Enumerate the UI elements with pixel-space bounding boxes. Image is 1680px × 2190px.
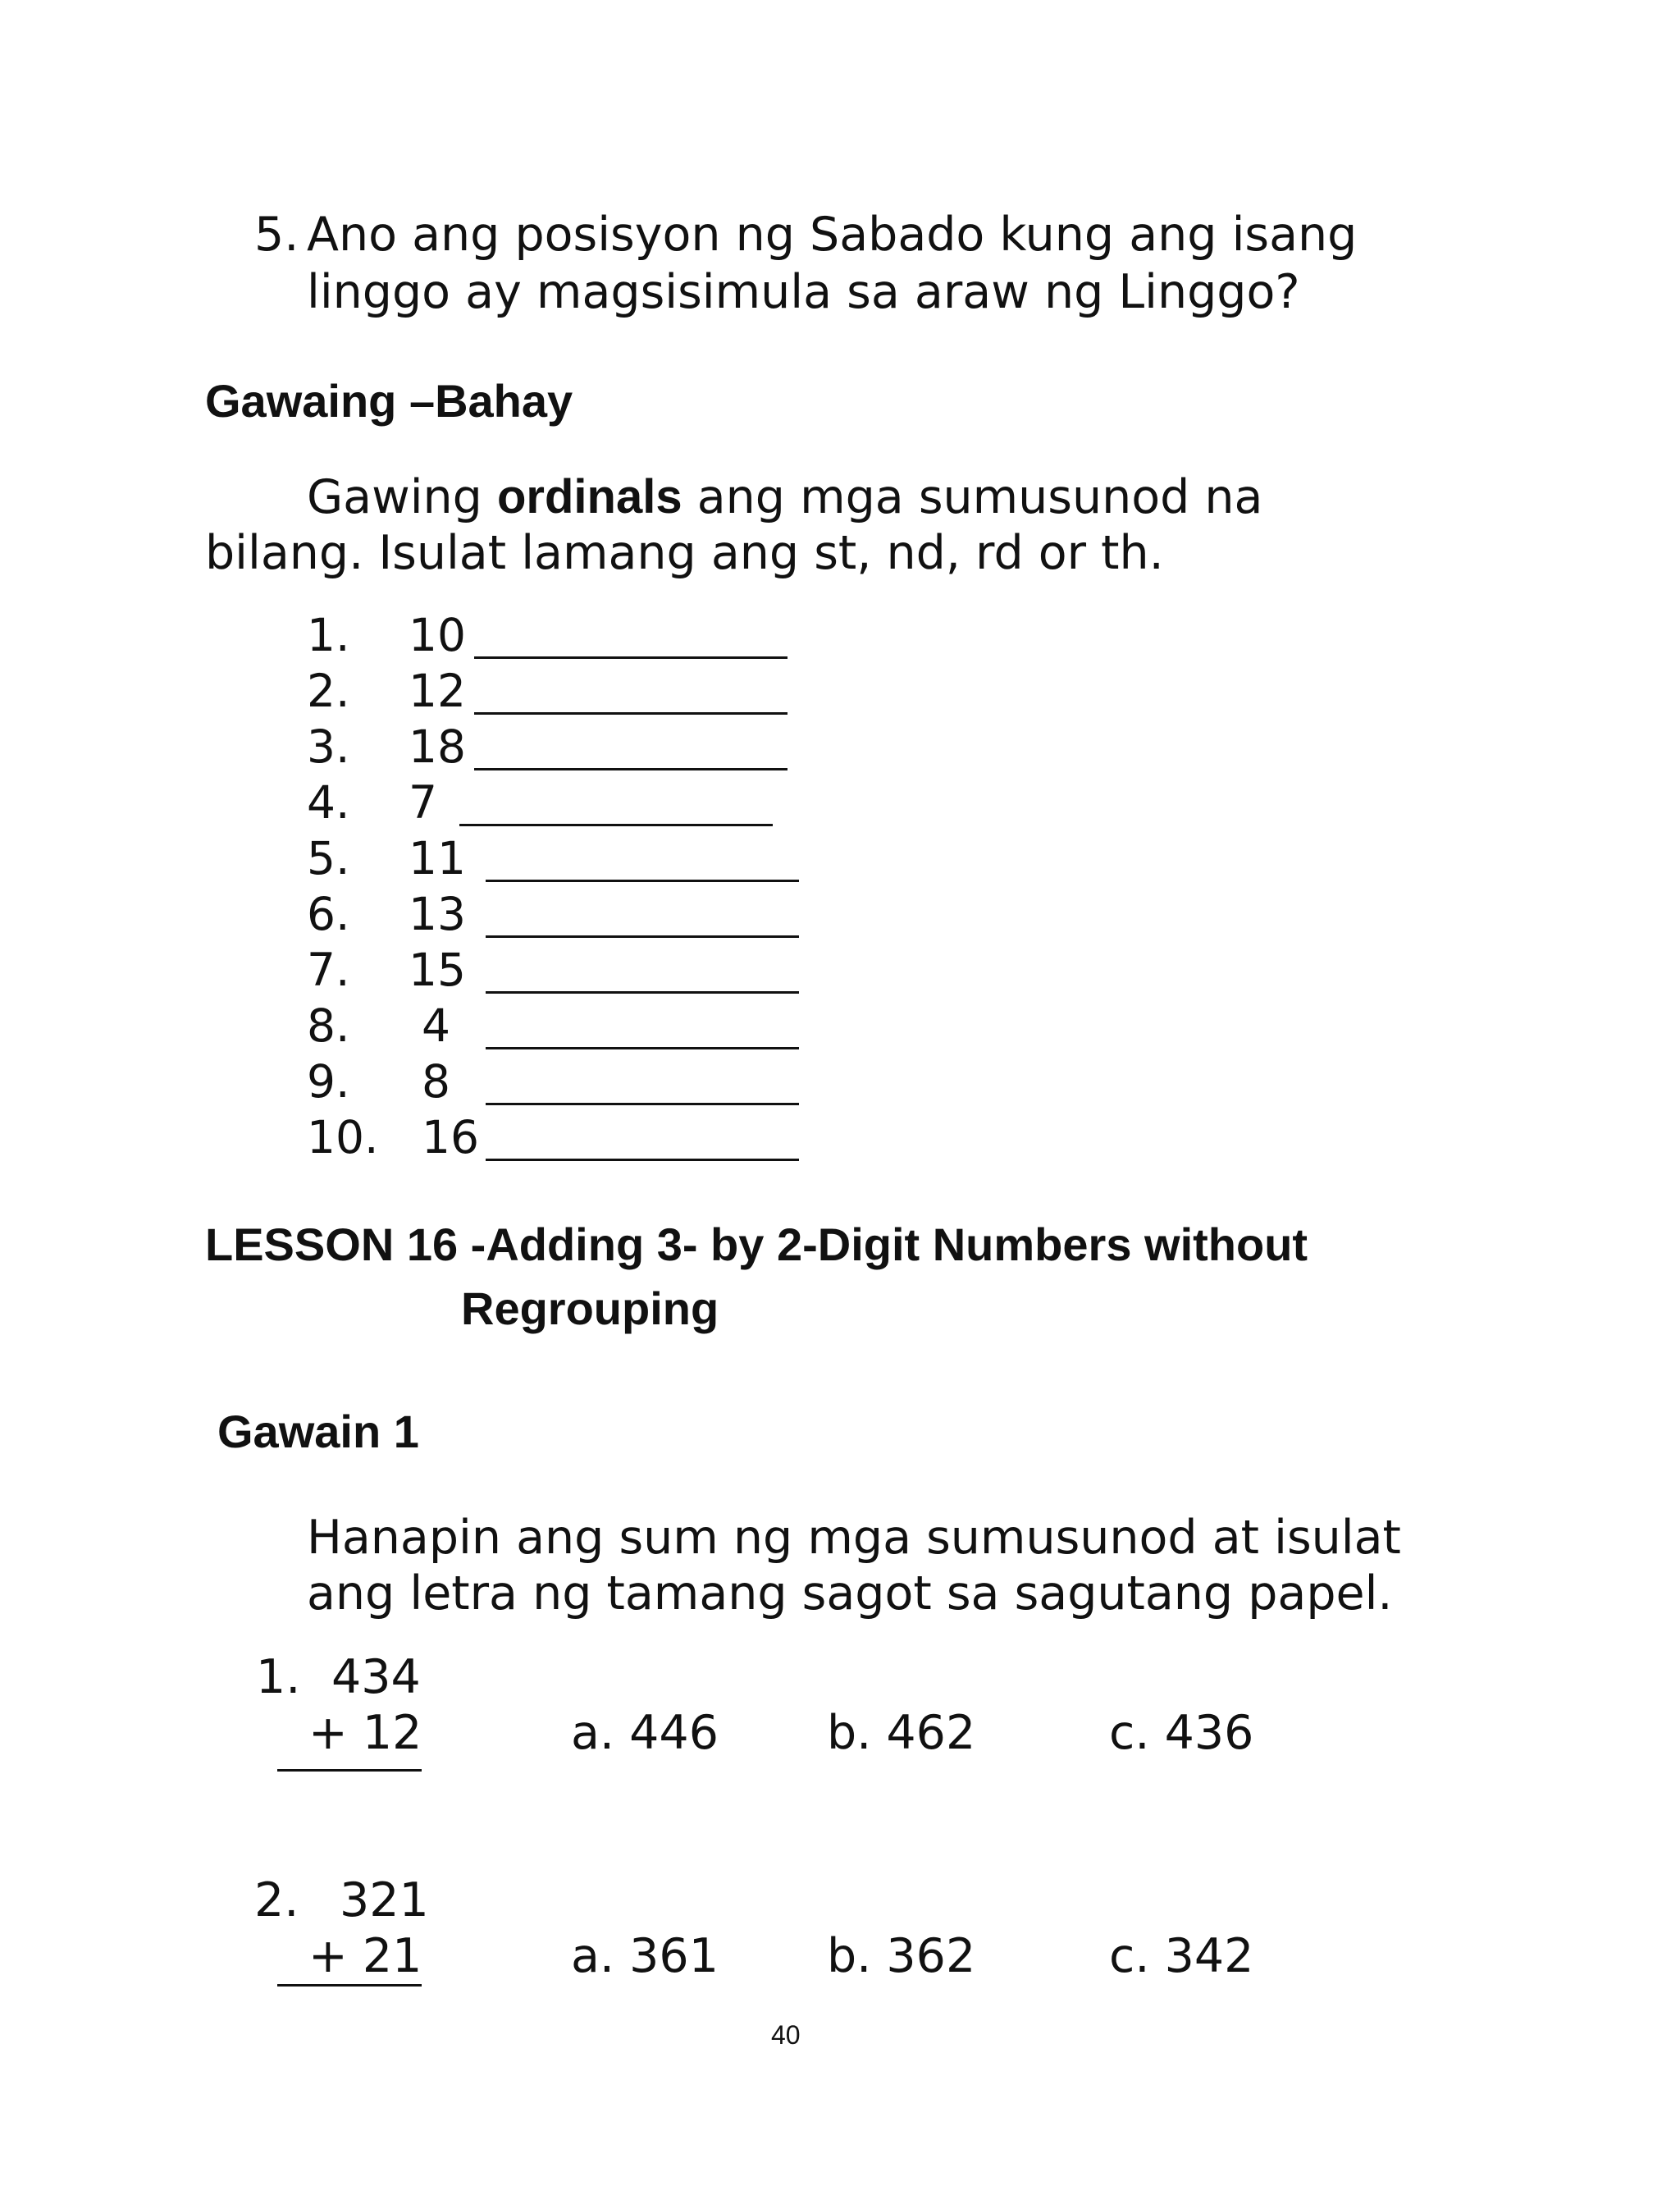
sum-line <box>277 1984 422 1987</box>
activity-instruction-line-1: Hanapin ang sum ng mga sumusunod at isulat <box>307 1511 1401 1565</box>
lesson-title-line-1: LESSON 16 -Adding 3- by 2-Digit Numbers without <box>205 1218 1308 1270</box>
question-5-number: 5. <box>254 208 299 262</box>
instr-text: ang mga sumusunod na <box>682 470 1263 524</box>
choice-c[interactable]: c. 436 <box>1109 1706 1254 1760</box>
sum-line <box>277 1769 422 1772</box>
choice-a[interactable]: a. 361 <box>571 1929 719 1983</box>
list-item-value: 11 <box>409 832 466 885</box>
activity-title: Gawain 1 <box>217 1406 419 1457</box>
instr-text: Gawing <box>307 470 497 524</box>
list-item-number: 2. <box>307 665 350 717</box>
list-item-number: 9. <box>307 1055 350 1108</box>
answer-blank[interactable] <box>486 935 799 938</box>
list-item-number: 6. <box>307 888 350 940</box>
answer-blank[interactable] <box>459 824 773 826</box>
answer-blank[interactable] <box>486 1103 799 1105</box>
list-item-value: 18 <box>409 720 466 773</box>
problem-addend-bottom: + 12 <box>308 1706 422 1760</box>
list-item-value: 7 <box>409 776 437 829</box>
list-item-number: 5. <box>307 832 350 885</box>
homework-instruction-line-1 <box>307 469 1262 525</box>
list-item-number: 1. <box>307 609 350 661</box>
question-5-line-2: linggo ay magsisimula sa araw ng Linggo? <box>307 265 1300 319</box>
list-item-number: 7. <box>307 944 350 996</box>
answer-blank[interactable] <box>486 991 799 994</box>
list-item-value: 10 <box>409 609 466 661</box>
list-item-number: 3. <box>307 720 350 773</box>
answer-blank[interactable] <box>474 656 788 659</box>
list-item-value: 13 <box>409 888 466 940</box>
instr-bold-word: ordinals <box>496 470 682 523</box>
homework-title: Gawaing –Bahay <box>205 375 573 427</box>
homework-instruction-line-2: bilang. Isulat lamang ang st, nd, rd or th. <box>205 526 1164 580</box>
answer-blank[interactable] <box>474 768 788 770</box>
list-item-number: 8. <box>307 999 350 1052</box>
choice-b[interactable]: b. 362 <box>827 1929 976 1983</box>
problem-addend-bottom: + 21 <box>308 1929 422 1983</box>
problem-number: 1. <box>256 1650 301 1704</box>
list-item-value: 4 <box>422 999 450 1052</box>
answer-blank[interactable] <box>486 1047 799 1049</box>
list-item-value: 12 <box>409 665 466 717</box>
question-5-line-1: Ano ang posisyon ng Sabado kung ang isang <box>307 208 1358 262</box>
list-item-number: 4. <box>307 776 350 829</box>
lesson-title-line-2: Regrouping <box>461 1282 719 1334</box>
choice-b[interactable]: b. 462 <box>827 1706 976 1760</box>
list-item-value: 8 <box>422 1055 450 1108</box>
problem-addend-top: 321 <box>340 1873 429 1927</box>
page-number: 40 <box>771 2020 801 2050</box>
list-item-value: 15 <box>409 944 466 996</box>
answer-blank[interactable] <box>474 712 788 715</box>
choice-c[interactable]: c. 342 <box>1109 1929 1254 1983</box>
list-item-value: 16 <box>422 1111 479 1164</box>
activity-instruction-line-2: ang letra ng tamang sagot sa sagutang papel. <box>307 1566 1393 1621</box>
problem-number: 2. <box>254 1873 299 1927</box>
problem-addend-top: 434 <box>331 1650 421 1704</box>
choice-a[interactable]: a. 446 <box>571 1706 719 1760</box>
list-item-number: 10. <box>307 1111 379 1164</box>
answer-blank[interactable] <box>486 880 799 882</box>
answer-blank[interactable] <box>486 1159 799 1161</box>
